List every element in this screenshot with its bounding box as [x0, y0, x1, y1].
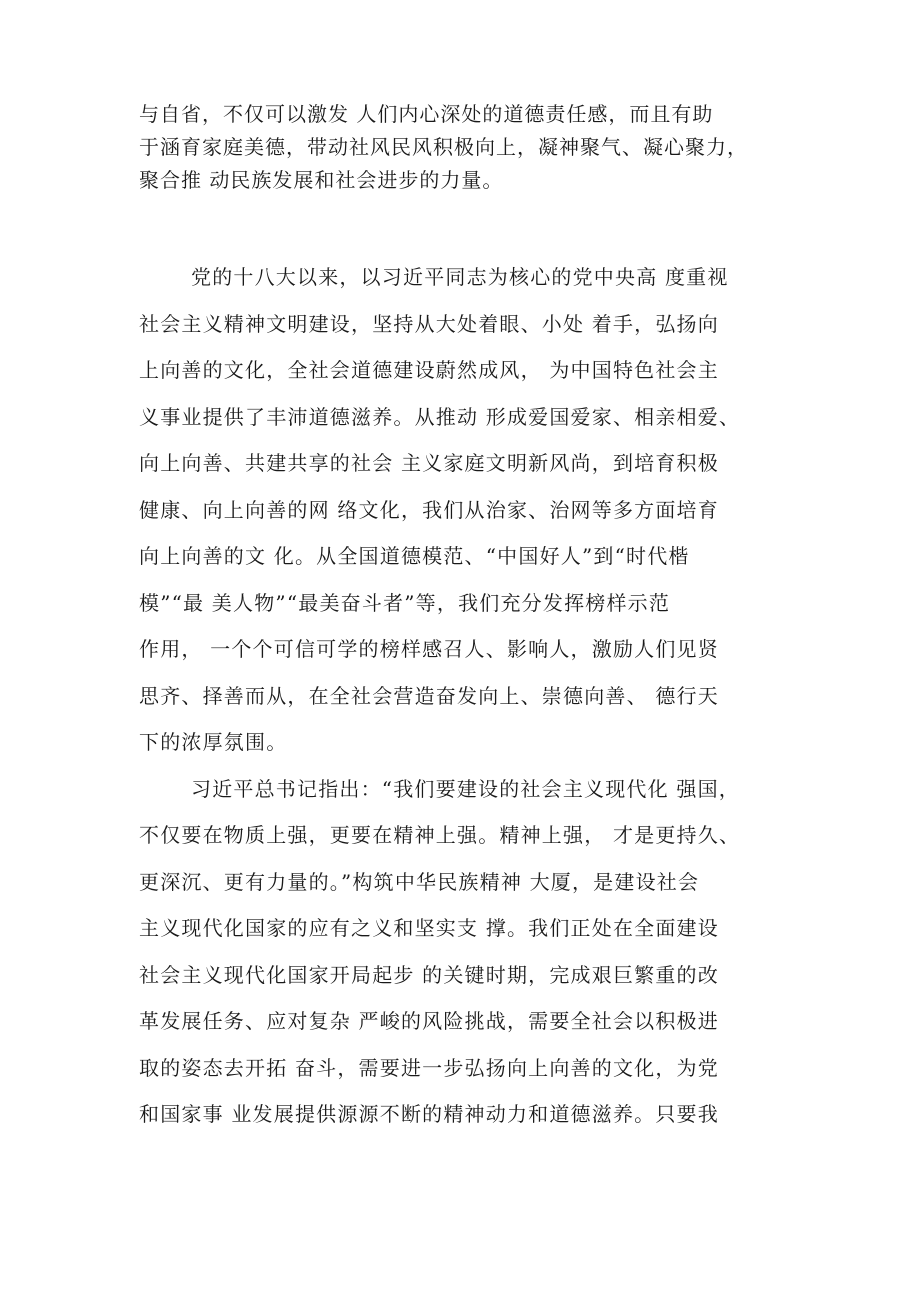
text-line: 不仅要在物质上强，更要在精神上强。精神上强， 才是更持久、: [139, 823, 741, 847]
text-line: 和国家事 业发展提供源源不断的精神动力和道德滋养。只要我: [139, 1102, 719, 1126]
text-line: 于涵育家庭美德，带动社风民风积极向上，凝神聚气、凝心聚力，: [139, 135, 748, 159]
text-line: 主义现代化国家的应有之义和坚实支 撑。我们正处在全面建设: [139, 916, 719, 940]
text-line: 向上向善、共建共享的社会 主义家庭文明新风尚，到培育积极: [139, 451, 719, 475]
text-line: 上向善的文化，全社会道德建设蔚然成风， 为中国特色社会主: [139, 358, 719, 382]
text-line: 下的浓厚氛围。: [139, 730, 288, 754]
text-line: 与自省，不仅可以激发 人们内心深处的道德责任感，而且有助: [139, 102, 714, 126]
text-line: 健康、向上向善的网 络文化，我们从治家、治网等多方面培育: [139, 497, 719, 522]
text-line: 取的姿态去开拓 奋斗，需要进一步弘扬向上向善的文化，为党: [139, 1055, 719, 1080]
text-line: 更深沉、更有力量的。”构筑中华民族精神 大厦，是建设社会: [139, 869, 700, 894]
text-line: 向上向善的文 化。从全国道德模范、“中国好人”到“时代楷: [139, 544, 690, 568]
text-line: 模”“最 美人物”“最美奋斗者”等，我们充分发挥榜样示范: [139, 590, 671, 615]
text-line: 社会主义精神文明建设，坚持从大处着眼、小处 着手，弘扬向: [139, 311, 719, 336]
text-line: 作用， 一个个可信可学的榜样感召人、影响人，激励人们见贤: [139, 637, 719, 661]
text-line: 党的十八大以来，以习近平同志为核心的党中央高 度重视: [191, 265, 729, 289]
text-line: 社会主义现代化国家开局起步 的关键时期，完成艰巨繁重的改: [139, 962, 719, 987]
text-line: 聚合推 动民族发展和社会进步的力量。: [139, 168, 504, 192]
text-line: 义事业提供了丰沛道德滋养。从推动 形成爱国爱家、相亲相爱、: [139, 404, 741, 429]
text-line: 习近平总书记指出：“我们要建设的社会主义现代化 强国，: [191, 776, 740, 801]
paragraph-continuation: [139, 98, 799, 197]
text-line: 革发展任务、应对复杂 严峻的风险挑战，需要全社会以积极进: [139, 1009, 719, 1033]
paragraph-main: [139, 254, 809, 1138]
text-line: 思齐、择善而从，在全社会营造奋发向上、崇德向善、 德行天: [139, 683, 719, 708]
